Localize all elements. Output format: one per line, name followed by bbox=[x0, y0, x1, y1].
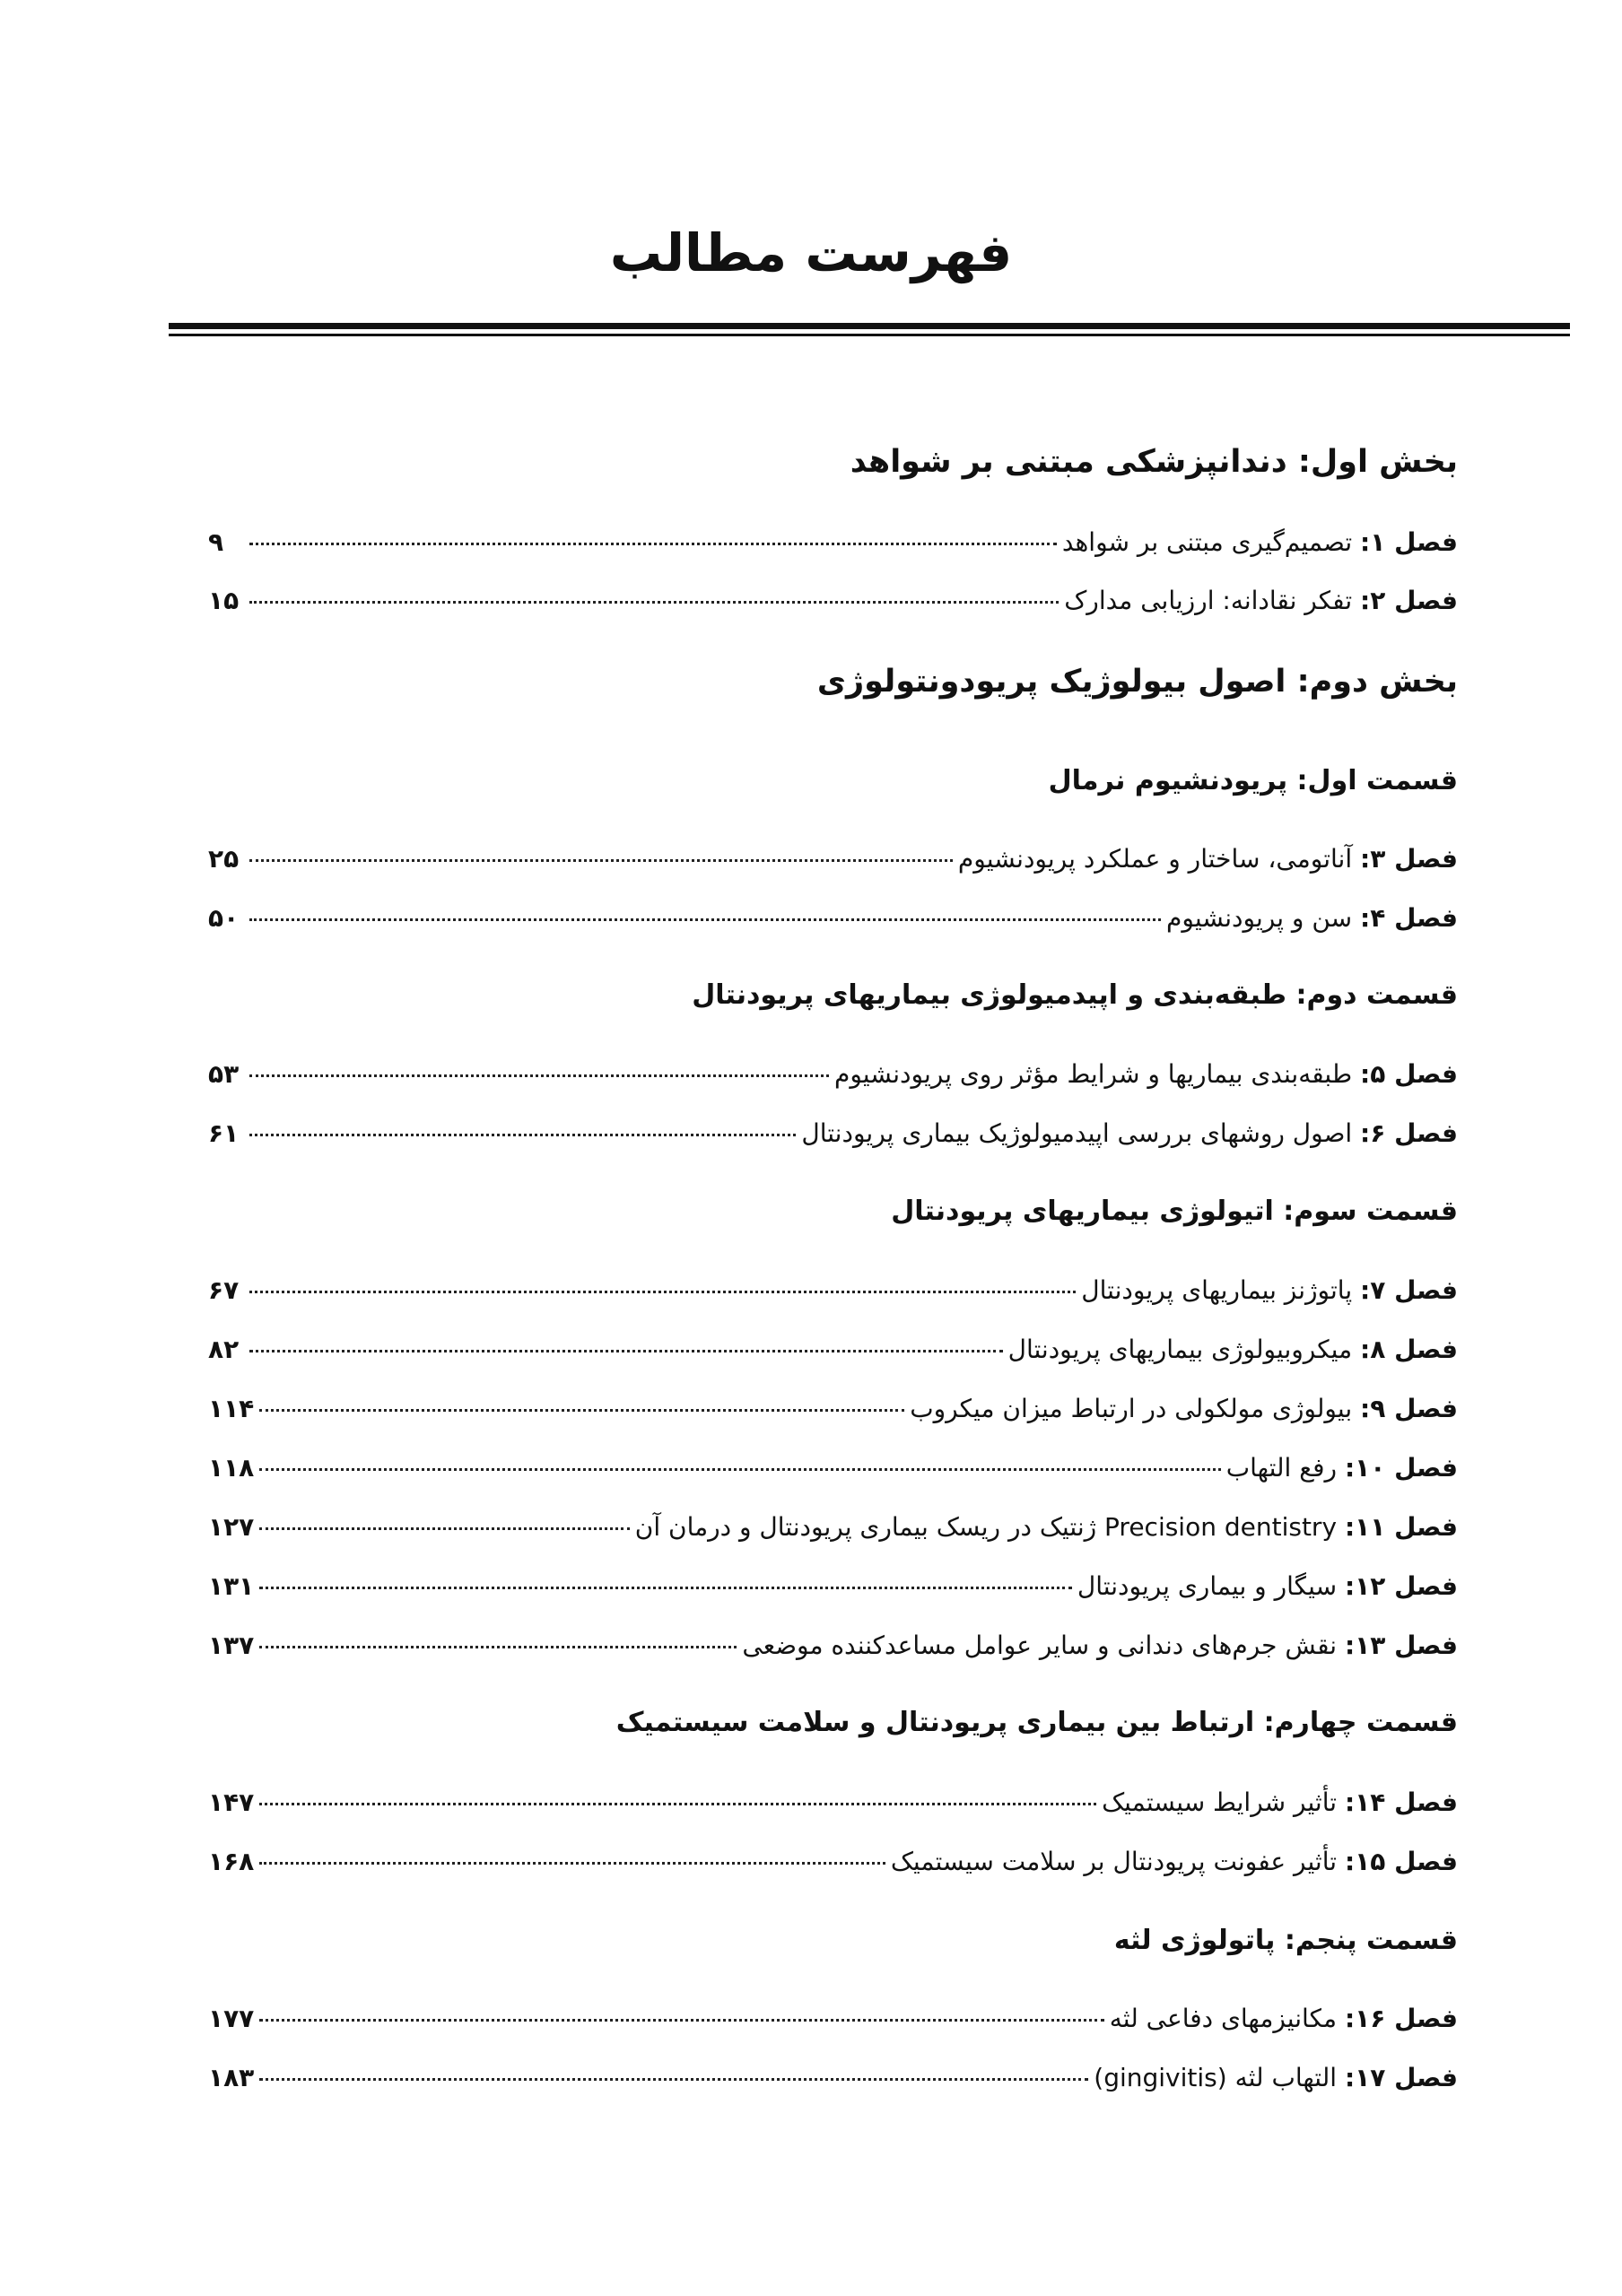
toc-entry-ch16[interactable] bbox=[208, 2004, 1458, 2039]
chapter-label: فصل ۳: bbox=[1360, 844, 1458, 874]
section-heading-3: قسمت سوم: اتیولوژی بیماریهای پریودنتال bbox=[891, 1196, 1458, 1227]
chapter-title: رفع التهاب bbox=[1225, 1453, 1345, 1483]
dot-leader bbox=[259, 1527, 630, 1530]
chapter-label: فصل ۱۲: bbox=[1344, 1571, 1458, 1601]
chapter-label: فصل ۴: bbox=[1360, 903, 1458, 933]
chapter-label: فصل ۲: bbox=[1360, 586, 1458, 615]
chapter-label: فصل ۱۴: bbox=[1344, 1787, 1458, 1817]
page-number: ۵۰ bbox=[208, 903, 240, 933]
chapter-title: تأثیر شرایط سیستمیک bbox=[1102, 1787, 1345, 1817]
chapter-label: فصل ۹: bbox=[1360, 1394, 1458, 1423]
dot-leader bbox=[249, 859, 953, 862]
chapter-label: فصل ۱: bbox=[1360, 527, 1458, 557]
page-number: ۶۱ bbox=[208, 1118, 240, 1148]
dot-leader bbox=[249, 601, 1059, 604]
toc-entry-ch4[interactable] bbox=[208, 903, 1458, 939]
page-number: ۱۵ bbox=[208, 586, 240, 615]
toc-entry-ch3[interactable] bbox=[208, 844, 1458, 880]
page-number: ۱۱۸ bbox=[208, 1453, 255, 1483]
chapter-title: بیولوژی مولکولی در ارتباط میزان میکروب bbox=[910, 1394, 1361, 1423]
dot-leader bbox=[249, 1134, 796, 1136]
section-heading-1: قسمت اول: پریودنشیوم نرمال bbox=[1048, 765, 1458, 796]
chapter-title: مکانیزمهای دفاعی لثه bbox=[1109, 2004, 1345, 2033]
chapter-label: فصل ۸: bbox=[1360, 1335, 1458, 1364]
page-number: ۱۶۸ bbox=[208, 1847, 255, 1876]
chapter-title: تصمیم‌گیری مبتنی بر شواهد bbox=[1061, 527, 1361, 557]
section-heading-2: قسمت دوم: طبقه‌بندی و اپیدمیولوژی بیماریهای پریودنتال bbox=[692, 979, 1458, 1011]
toc-entry-ch1[interactable] bbox=[208, 527, 1458, 563]
chapter-title: اصول روشهای بررسی اپیدمیولوژیک بیماری پریودنتال bbox=[801, 1118, 1361, 1148]
dot-leader bbox=[249, 543, 1057, 545]
dot-leader bbox=[249, 918, 1161, 921]
page-title: فهرست مطالب bbox=[609, 222, 1013, 283]
page-number: ۸۲ bbox=[208, 1335, 240, 1364]
toc-entry-ch9[interactable] bbox=[208, 1394, 1458, 1430]
page-number: ۲۵ bbox=[208, 844, 240, 874]
dot-leader bbox=[259, 1862, 885, 1865]
chapter-title: التهاب لثه (gingivitis) bbox=[1094, 2063, 1345, 2092]
dot-leader bbox=[249, 1074, 829, 1077]
toc-entry-ch5[interactable] bbox=[208, 1059, 1458, 1095]
dot-leader bbox=[259, 1409, 904, 1412]
toc-entry-ch10[interactable] bbox=[208, 1453, 1458, 1489]
chapter-label: فصل ۱۳: bbox=[1344, 1631, 1458, 1660]
section-heading-5: قسمت پنجم: پاتولوژی لثه bbox=[1113, 1925, 1458, 1956]
dot-leader bbox=[259, 1587, 1072, 1589]
dot-leader bbox=[249, 1350, 1003, 1352]
toc-entry-ch2[interactable] bbox=[208, 586, 1458, 622]
chapter-label: فصل ۱۰: bbox=[1344, 1453, 1458, 1483]
chapter-label: فصل ۱۶: bbox=[1344, 2004, 1458, 2033]
chapter-title: تأثیر عفونت پریودنتال بر سلامت سیستمیک bbox=[890, 1847, 1345, 1876]
page-number: ۶۷ bbox=[208, 1275, 240, 1305]
page-number: ۱۳۱ bbox=[208, 1571, 255, 1601]
dot-leader bbox=[259, 1803, 1096, 1805]
chapter-label: فصل ۶: bbox=[1360, 1118, 1458, 1148]
toc-entry-ch15[interactable] bbox=[208, 1847, 1458, 1883]
dot-leader bbox=[259, 1468, 1220, 1471]
toc-entry-ch14[interactable] bbox=[208, 1787, 1458, 1823]
part-heading-1: بخش اول: دندانپزشکی مبتنی بر شواهد bbox=[850, 444, 1458, 480]
page-number: ۱۷۷ bbox=[208, 2004, 255, 2033]
dot-leader bbox=[259, 1646, 737, 1648]
chapter-label: فصل ۱۱: bbox=[1344, 1512, 1458, 1542]
chapter-title: تفکر نقادانه: ارزیابی مدارک bbox=[1064, 586, 1361, 615]
chapter-title: سن و پریودنشیوم bbox=[1166, 903, 1361, 933]
chapter-title: طبقه‌بندی بیماریها و شرایط مؤثر روی پریودنشیوم bbox=[834, 1059, 1361, 1089]
chapter-title: میکروبیولوژی بیماریهای پریودنتال bbox=[1007, 1335, 1361, 1364]
toc-entry-ch17[interactable] bbox=[208, 2063, 1458, 2099]
dot-leader bbox=[259, 2019, 1103, 2022]
toc-entry-ch12[interactable] bbox=[208, 1571, 1458, 1607]
chapter-title: پاتوژنز بیماریهای پریودنتال bbox=[1081, 1275, 1361, 1305]
toc-entry-ch11[interactable] bbox=[208, 1512, 1458, 1548]
page-number: ۱۴۷ bbox=[208, 1787, 255, 1817]
section-heading-4: قسمت چهارم: ارتباط بین بیماری پریودنتال و سلامت سیستمیک bbox=[615, 1707, 1458, 1738]
chapter-title: آناتومی، ساختار و عملکرد پریودنشیوم bbox=[957, 844, 1361, 874]
chapter-title: سیگار و بیماری پریودنتال bbox=[1077, 1571, 1345, 1601]
chapter-label: فصل ۱۷: bbox=[1344, 2063, 1458, 2092]
chapter-label: فصل ۵: bbox=[1360, 1059, 1458, 1089]
toc-entry-ch7[interactable] bbox=[208, 1275, 1458, 1311]
chapter-label: فصل ۷: bbox=[1360, 1275, 1458, 1305]
page-number: ۹ bbox=[208, 527, 224, 557]
toc-entry-ch8[interactable] bbox=[208, 1335, 1458, 1370]
page-number: ۱۲۷ bbox=[208, 1512, 255, 1542]
page-number: ۱۳۷ bbox=[208, 1631, 255, 1660]
page-number: ۱۱۴ bbox=[208, 1394, 255, 1423]
dot-leader bbox=[259, 2078, 1088, 2081]
chapter-title: نقش جرم‌های دندانی و سایر عوامل مساعدکننده موضعی bbox=[742, 1631, 1345, 1660]
dot-leader bbox=[249, 1291, 1076, 1293]
part-heading-2: بخش دوم: اصول بیولوژیک پریودونتولوژی bbox=[816, 664, 1458, 700]
toc-entry-ch6[interactable] bbox=[208, 1118, 1458, 1154]
page-number: ۵۳ bbox=[208, 1059, 240, 1089]
chapter-title: Precision dentistry ژنتیک در ریسک بیماری پریودنتال و درمان آن bbox=[634, 1512, 1345, 1542]
chapter-label: فصل ۱۵: bbox=[1344, 1847, 1458, 1876]
toc-entry-ch13[interactable] bbox=[208, 1631, 1458, 1666]
page-number: ۱۸۳ bbox=[208, 2063, 255, 2092]
